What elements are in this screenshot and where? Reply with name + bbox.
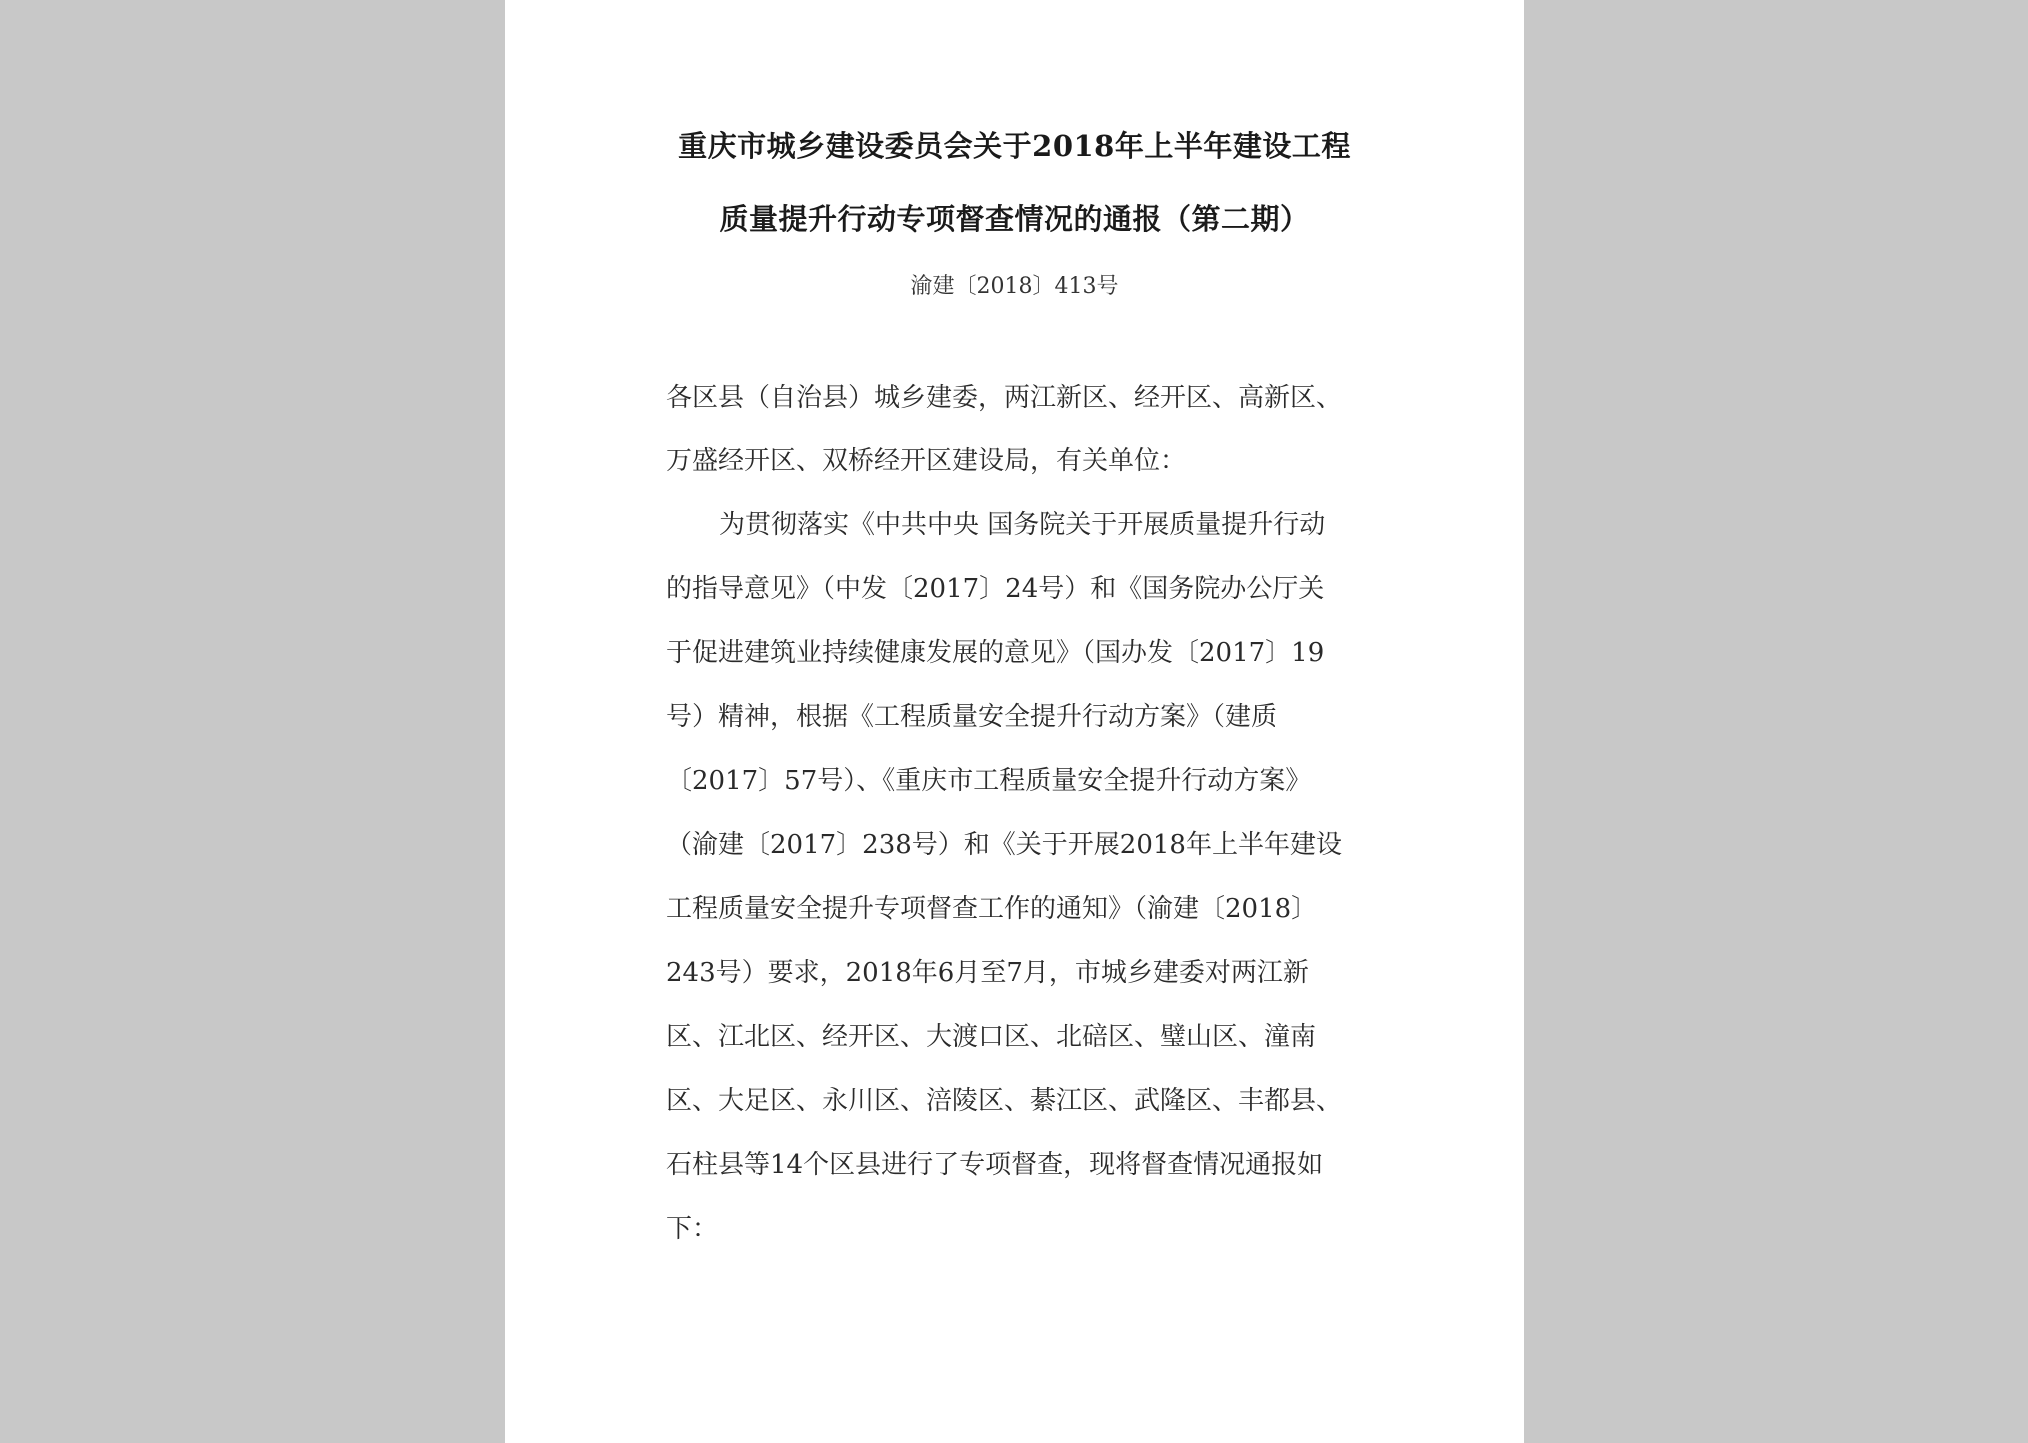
paragraph-line: （渝建〔2017〕238号）和《关于开展2018年上半年建设 bbox=[666, 830, 1342, 860]
document-title-line-2: 质量提升行动专项督查情况的通报（第二期） bbox=[719, 202, 1310, 236]
paragraph-line: 〔2017〕57号）、《重庆市工程质量安全提升行动方案》 bbox=[666, 766, 1312, 796]
paragraph-line: 为贯彻落实《中共中央 国务院关于开展质量提升行动 bbox=[719, 510, 1326, 540]
paragraph-line: 的指导意见》（中发〔2017〕24号）和《国务院办公厅关 bbox=[666, 574, 1325, 604]
document-page bbox=[505, 0, 1524, 1443]
addressee-line: 万盛经开区、双桥经开区建设局，有关单位： bbox=[666, 446, 1187, 476]
paragraph-line: 于促进建筑业持续健康发展的意见》（国办发〔2017〕19 bbox=[666, 638, 1325, 668]
paragraph-line: 243号）要求，2018年6月至7月，市城乡建委对两江新 bbox=[666, 958, 1309, 988]
paragraph-line: 工程质量安全提升专项督查工作的通知》（渝建〔2018〕 bbox=[666, 894, 1318, 924]
paragraph-line: 下： bbox=[666, 1214, 719, 1244]
document-title-line-1: 重庆市城乡建设委员会关于2018年上半年建设工程 bbox=[678, 129, 1351, 163]
document-number: 渝建〔2018〕413号 bbox=[910, 274, 1119, 299]
paragraph-line: 区、大足区、永川区、涪陵区、綦江区、武隆区、丰都县、 bbox=[666, 1086, 1343, 1116]
addressee-line: 各区县（自治县）城乡建委，两江新区、经开区、高新区、 bbox=[666, 383, 1343, 413]
paragraph-line: 石柱县等14个区县进行了专项督查，现将督查情况通报如 bbox=[666, 1150, 1324, 1180]
paragraph-line: 号）精神，根据《工程质量安全提升行动方案》（建质 bbox=[666, 702, 1278, 732]
paragraph-line: 区、江北区、经开区、大渡口区、北碚区、璧山区、潼南 bbox=[666, 1022, 1317, 1052]
